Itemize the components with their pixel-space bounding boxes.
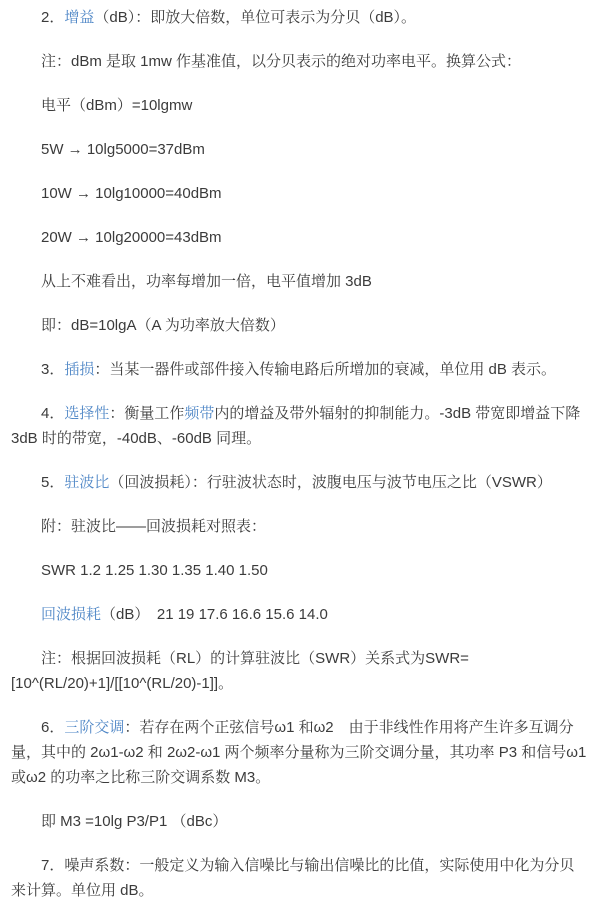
text-segment: 4． <box>41 405 65 422</box>
text-segment: 注：根据回波损耗（RL）的计算驻波比（SWR）关系式为SWR=[10^(RL/20)+1]/[[10^(RL/20)-1]]。 <box>11 650 469 692</box>
text-segment: 即 M3 =10lg P3/P1 （dBc） <box>41 813 228 830</box>
text-segment: 20W → 10lg20000=43dBm <box>41 229 222 246</box>
text-segment: 3． <box>41 361 65 378</box>
paragraph <box>11 93 589 118</box>
text-segment: 即：dB=10lgA（A 为功率放大倍数） <box>41 317 285 334</box>
text-segment: 2． <box>41 9 65 26</box>
paragraph <box>11 225 589 250</box>
paragraph <box>11 715 589 790</box>
term-link[interactable]: 频带 <box>184 405 215 422</box>
term-link[interactable]: 选择性 <box>64 405 110 422</box>
paragraph <box>11 470 589 495</box>
paragraph <box>11 137 589 162</box>
text-segment: （dB）：即放大倍数，单位可表示为分贝（dB）。 <box>94 9 417 26</box>
text-segment: 从上不难看出，功率每增加一倍，电平值增加 3dB <box>41 273 372 290</box>
text-segment: 10W → 10lg10000=40dBm <box>41 185 222 202</box>
term-link[interactable]: 插损 <box>64 361 95 378</box>
term-link[interactable]: 增益 <box>64 9 95 26</box>
text-segment: 电平（dBm）=10lgmw <box>41 97 193 114</box>
term-link[interactable]: 驻波比 <box>64 474 110 491</box>
paragraph <box>11 602 589 627</box>
paragraph <box>11 181 589 206</box>
paragraph <box>11 269 589 294</box>
text-segment: 7．噪声系数：一般定义为输入信噪比与输出信噪比的比值，实际使用中化为分贝来计算。单位用 dB。 <box>11 857 575 899</box>
paragraph <box>11 49 589 74</box>
text-segment: ：若存在两个正弦信号ω1 和ω2 由于非线性作用将产生许多互调分量，其中的 2ω1-ω2 和 2ω2-ω1 两个频率分量称为三阶交调分量，其功率 P3 和信号ω1 或ω2 的功率之比称三阶交调系数 M3。 <box>11 719 587 786</box>
text-segment: 5W → 10lg5000=37dBm <box>41 141 205 158</box>
text-segment: 注：dBm 是取 1mw 作基准值，以分贝表示的绝对功率电平。换算公式： <box>41 53 522 70</box>
paragraph <box>11 809 589 834</box>
text-segment: 内的增益及带外辐射的抑制能力。-3dB 带宽即增益下降 3dB 时的带宽，-40dB、-60dB 同理。 <box>11 405 581 447</box>
paragraph <box>11 357 589 382</box>
text-segment: ：当某一器件或部件接入传输电路后所增加的衰减，单位用 dB 表示。 <box>94 361 557 378</box>
text-segment: （dB） 21 19 17.6 16.6 15.6 14.0 <box>101 606 328 623</box>
paragraph <box>11 401 589 451</box>
text-segment: ：衡量工作 <box>109 405 185 422</box>
text-segment: 6． <box>41 719 65 736</box>
paragraph <box>11 558 589 583</box>
paragraph <box>11 514 589 539</box>
term-link[interactable]: 三阶交调 <box>64 719 125 736</box>
text-segment: （回波损耗）：行驻波状态时，波腹电压与波节电压之比（VSWR） <box>109 474 552 491</box>
term-link[interactable]: 回波损耗 <box>41 606 102 623</box>
text-segment: 5． <box>41 474 65 491</box>
text-segment: SWR 1.2 1.25 1.30 1.35 1.40 1.50 <box>41 562 268 579</box>
paragraph <box>11 646 589 696</box>
paragraph <box>11 313 589 338</box>
text-segment: 附：驻波比——回波损耗对照表： <box>41 518 267 535</box>
paragraph <box>11 5 589 30</box>
paragraph <box>11 853 589 903</box>
